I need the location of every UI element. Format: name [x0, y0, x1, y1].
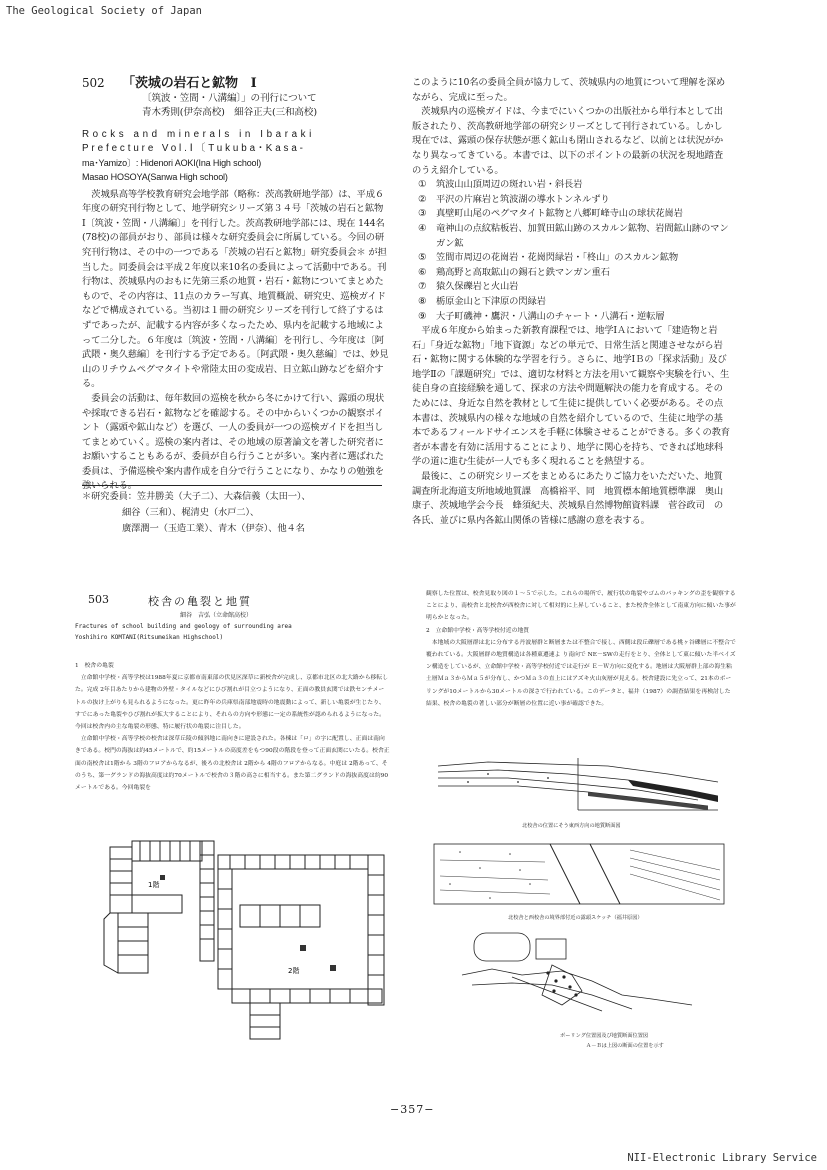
article-503-right-column — [426, 588, 736, 710]
article-502-en-title-1: Rocks and minerals in Ibaraki — [82, 128, 315, 140]
article-503-paragraph: 観察した位置は、校舎見取り図の１～５で示した。これらの場所で、履行状の亀裂やゴムのパッキングの歪を観察することにより、南校舎と北校舎が西校舎に対して相対的に上昇していること、また校舎全体として南東方向に傾いた事が明らかとなった。 — [426, 591, 736, 622]
outcrop-sketch-figure — [430, 840, 730, 908]
list-item: ⑤ 笠間市周辺の花崗岩・花崗閃緑岩・「柊山」のスカルン鉱物 — [418, 252, 679, 264]
article-502-paragraph: 委員会の活動は、毎年数回の巡検を秋から冬にかけて行い、露頭の現状や採取できる岩石・鉱物などを確認する。その中からいくつかの観察ポイント（露頭や鉱山など）を選び、一人の委員が一つの巡検ガイドを担当してまとめていく。巡検の案内者は、その地域の原著論文を著した研究者にお願いすることもあるが、委員が自ら行うことが多い。案内者に選ばれた委員は、予備巡検や案内書作成を自分で行うことになり、かなりの勉強を強いられる。 — [82, 392, 384, 492]
article-502-paragraph: このように10名の委員全員が協力して、茨城県内の地質について理解を深めながら、完成に至った。 — [412, 77, 726, 103]
list-item: ③ 真壁町山尾のペグマタイト鉱物と八郷町峰寺山の球状花崗岩 — [418, 208, 683, 220]
list-item: ⑦ 猿久保礫岩と火山岩 — [418, 281, 519, 293]
guide-point-list — [412, 178, 730, 324]
article-503-en-line: Fractures of school building and geology of surrounding area — [75, 623, 292, 630]
article-502-left-column — [82, 76, 393, 494]
article-503-left-column — [75, 660, 390, 794]
list-item: ② 平沢の片麻岩と筑波湖の導水トンネルずり — [418, 193, 610, 205]
figure-caption: 北校舎と西校舎の境界部付近の露頭スケッチ（福井原図） — [508, 915, 643, 921]
figure-caption: ボーリング位置図及び地質断面位置図 — [560, 1033, 649, 1039]
floor-label-1f: 1階 — [148, 881, 160, 889]
article-502-paragraph: 茨城県高等学校教育研究会地学部（略称：茨高教研地学部）は、平成６年度の研究刊行物として、地学研究シリーズ第３４号「茨城の岩石と鉱物 Ⅰ〔筑波・笠間・八溝編〕」を刊行した。茨高教研地学部には、現在 144名(78校)の部員がおり、部員は様々な研究委員会に所属している。今回の研究刊行物は、その中の一つである「茨城の岩石と鉱物」研究委員会＊ が担当した。同委員会は平成２年度以来10名の委員によって活動中である。刊行物は、茨城県内のおもに先第三系の地質・岩石・鉱物についてまとめたもので、その内容は、11点のカラー写真、地質概説、研究史、巡検ガイドなどで構成されている。当初は１冊の研究シリーズを刊行して終了するはずであったが、記載する内容が多くなったため、県内を記載する地域によって二分した。６年度は〔筑波・笠間・八溝編〕を刊行し、今年度は〔阿武隈・奥久慈編〕を刊行する予定である。〔阿武隈・奥久慈編〕では、妙見山のリチウムペグマタイトや常陸太田の変成岩、日立鉱山跡などを紹介する。 — [82, 188, 393, 390]
article-503-paragraph: 立命館中学校・高等学校の校舎は深草丘陵の傾斜地に南向きに建設された。各棟は「ロ」の字に配置し、正面は南向きである。校門の海抜は約45メートルで、約15メートルの高度差をもつ90段の階段を登って正面玄関にいたる。校舎正面の南校舎は1階から 3階のフロアからなるが、後ろの北校舎は 2階から 4階のフロアからなる。中庭は 2階あって、そのうち、第一グランドの海抜高度は約70メートルで校舎の３階の高さに相当する。また第二グランドの海抜高度は約90メートルである。今回亀裂を — [75, 736, 390, 792]
footnote-divider — [82, 485, 382, 486]
list-item: ④ 竜神山の点紋粘板岩、加賀田鉱山跡のスカルン鉱物、岩間鉱山跡のマンガン鉱 — [418, 222, 729, 249]
section-heading: 1 校舎の亀裂 — [75, 663, 114, 669]
article-502-en-title-3: ma･Yamizo〕: Hidenori AOKI(Ina High school) — [82, 157, 262, 168]
article-503-title: 校舎の亀裂と地質 — [148, 595, 252, 608]
article-503-en-title — [75, 621, 292, 643]
article-502-title: 「茨城の岩石と鉱物 Ⅰ — [122, 76, 257, 91]
article-502-right-column — [412, 76, 730, 528]
article-502-number: 502 — [82, 76, 105, 90]
article-503-paragraph: 立命館中学校・高等学校は1988年夏に京都市南東部の伏見区深草に新校舎が完成し、京都市北区の北大路から移転した。完成 2年目あたりから建物の外壁・タイルなどにひび割れが目立つようになり、正面の教員玄関では鉄センチメートルの抜け上がりも見られるようになった。更に昨年の兵庫県南部地震時の地震動によって、新しい亀裂が生じたり、すでにあった亀裂やひび割れが拡大することにより、それらの方向や形態に一定の系統性が認められるようになった。今回は校舎内の主な亀裂の形態、特に履行状の亀裂に注目した。 — [75, 675, 389, 731]
journal-header: The Geological Society of Japan — [6, 5, 202, 17]
list-item: ① 筑波山山頂周辺の斑れい岩・斜長岩 — [418, 179, 583, 191]
article-502-paragraph: 茨城県内の巡検ガイドは、今までにいくつかの出版社から単行本として出版されたり、茨高教研地学部の研究シリーズとして刊行されている。しかし現在では、露頭の保存状態が悪く鉱山も閉山されるなど、以前とは状況がかなり異なってきている。本書では、以下のポイントの最新の状況を現地踏査のうえ紹介している。 — [412, 106, 723, 176]
article-502-en-title-2: Prefecture Vol.Ⅰ〔Tukuba･Kasa- — [82, 142, 306, 154]
article-503-authors: 細谷 吉弘（立命館高校） — [180, 612, 253, 619]
footnote-line: ＊研究委員：笠井勝美（大子二）、大森信義（太田一）、 — [82, 491, 311, 502]
article-503-paragraph: 本地域の大阪層群は北に分布する丹波層群と断層または不整合で接し、西側は段丘礫層である桃ヶ谷礫層に不整合で覆われている。大阪層群の地質構造は各種東遷速よ り南向で NE－SWの走行をとり、全体として東に傾いた半ベイズン構造をしているが、立命館中学校・高等学校付近では走行が Ｅ－Ｗ方向に変化する。地層は大阪層群上部の海生粘土層Ｍａ３からＭａ５が分布し、かつＭａ３の直上にはアズキ火山灰層が見える。校舎建設に先立って、21本のボーリングが10メートルから30メートルの深さで行われている。このデータと、福井（1987）の調査結果を再検討した結果、校舎の亀裂の著しい部分が断層の位置に近い事が確認できた。 — [426, 639, 736, 707]
list-item: ⑧ 栃原金山と下津原の閃緑岩 — [418, 295, 546, 307]
page-number: −357− — [390, 1103, 435, 1116]
article-502-footnote — [82, 489, 392, 537]
article-502-en-title-4: Masao HOSOYA(Sanwa High school) — [82, 171, 228, 182]
library-footer: NII-Electronic Library Service — [627, 1152, 817, 1164]
footnote-line: 細谷（三和）、梶清史（水戸二）、 — [122, 507, 260, 518]
article-502-subtitle: 〔筑波・笠間・八溝編〕」の刊行について — [142, 92, 317, 104]
article-502-paragraph: 最後に、この研究シリーズをまとめるにあたりご協力をいただいた、地質調査所北海道支所地域地質課 高橋裕平、同 地質標本館地質標準課 奥山康子、茨城地学会今長 蜂須紀夫、茨城県自然博物館資料課 菅谷政司 の各氏、並びに県内各鉱山関係の皆様に感謝の意を表する。 — [412, 471, 723, 526]
list-item: ⑨ 大子町磯神・鷹沢・八溝山のチャート・八溝石・逆転層 — [418, 310, 665, 322]
boring-location-map-figure — [452, 925, 712, 1025]
footnote-line: 廣澤潤一（玉造工業）、青木（伊奈）、他４名 — [122, 523, 305, 534]
article-503-en-line: Yoshihiro KOMTANI(Ritsumeikan Highschool) — [75, 634, 224, 641]
article-502-authors: 青木秀則(伊奈高校) 細谷正夫(三和高校) — [142, 106, 317, 118]
section-heading: 2 立命館中学校・高等学校付近の地質 — [426, 627, 530, 634]
geological-cross-section-figure — [428, 752, 728, 814]
article-502-paragraph: 平成６年度から始まった新教育課程では、地学ⅠＡにおいて「建造物と岩石」「身近な鉱物」「地下資源」などの単元で、日常生活と関連させながら岩石・鉱物に関する体験的な学習を行う。さらに、地学ⅠＢの「探求活動」及び地学Ⅱの「課題研究」では、適切な材料と方法を用いて観察や実験を行い、生徒自身の直接経験を通して、探求の方法や問題解決の能力を育成する。そのためには、身近な自然を教材として生徒に提供していく必要がある。その点本書は、茨城県内の様々な地域の自然を紹介しているので、生徒に地学の基本であるフィールドサイエンスを手軽に体験させることができる。多くの教育者が本書を有効に活用することにより、地学に関心を持ち、できれば地球科学の道に進む生徒が一人でも多く現れることを熱望する。 — [412, 325, 730, 468]
list-item: ⑥ 鶏高野と高取鉱山の錫石と鉄マンガン重石 — [418, 266, 610, 278]
floor-label-2f: 2階 — [288, 967, 300, 975]
figure-caption: 北校舎の位置にそう東西方向の地質断面図 — [522, 823, 621, 829]
article-503-number: 503 — [88, 593, 109, 606]
school-floorplan-figure — [100, 835, 405, 1050]
figure-caption: Ａ－Ｂは上図の断面の位置を示す — [586, 1043, 664, 1049]
